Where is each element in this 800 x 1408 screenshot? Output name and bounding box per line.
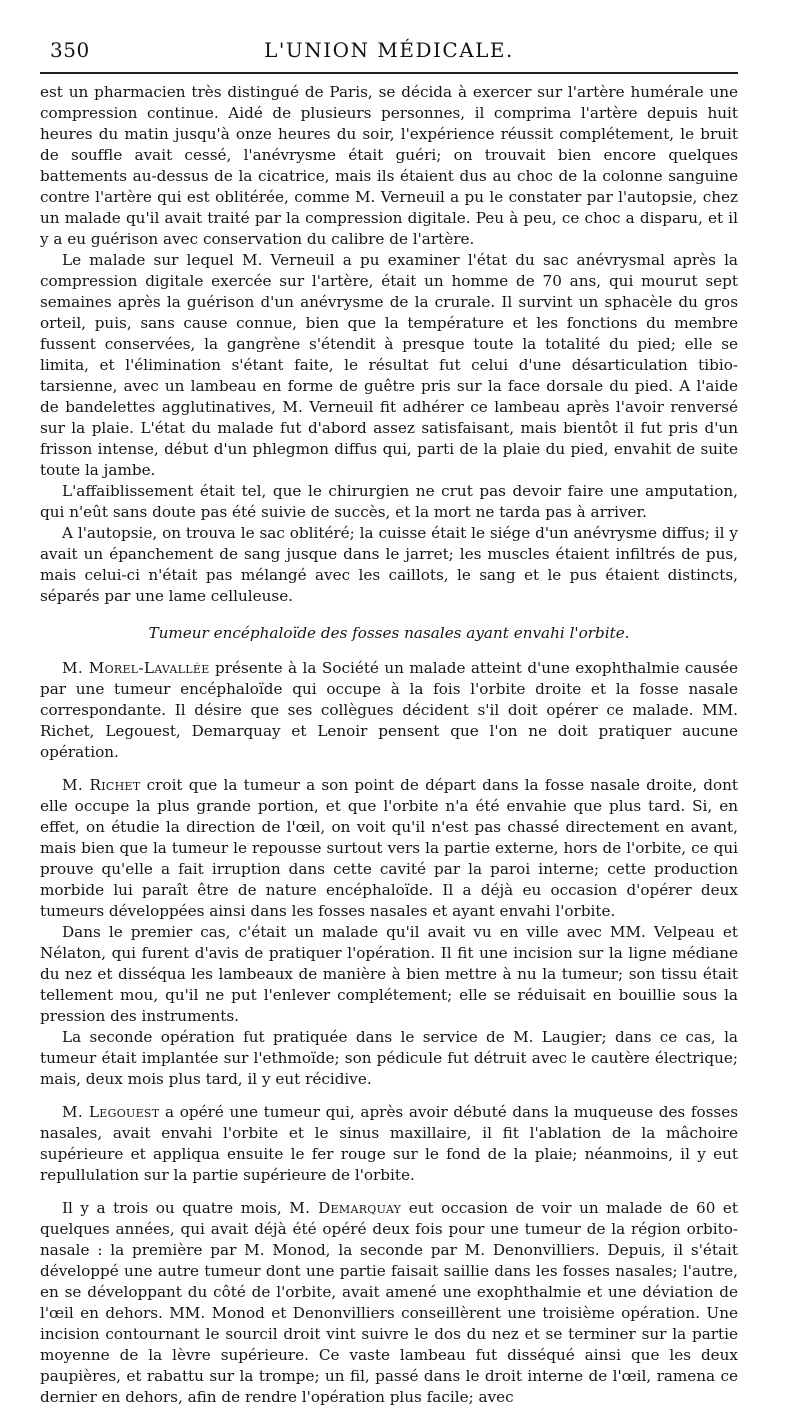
running-title: L'UNION MÉDICALE. <box>264 38 514 62</box>
paragraph-gap <box>40 1186 738 1198</box>
paragraph-affaiblissement: L'affaiblissement était tel, que le chirurgien ne crut pas devoir faire une amputation, qui n'eût sans doute pas été suivie de succès, et la mort ne tarda pas à arriver. <box>40 482 738 521</box>
speaker-legouest: M. Legouest <box>62 1103 160 1121</box>
paragraph-morel-lavallee <box>40 658 738 763</box>
article-body <box>40 82 738 1408</box>
paragraph-legouest <box>40 1102 738 1186</box>
paragraph-richet <box>40 775 738 922</box>
page-header <box>40 30 738 64</box>
speaker-morel-lavallee: M. Morel-Lavallée <box>62 659 210 677</box>
paragraph-demarquay-intro: Il y a trois ou quatre mois, <box>62 1199 290 1217</box>
paragraph-premier-cas: Dans le premier cas, c'était un malade qu'il avait vu en ville avec MM. Velpeau et Nélaton, qui furent d'avis de pratiquer l'opération. Il fit une incision sur la ligne médiane du nez et disséqua les lambeaux de manière à bien mettre à nu la tumeur; son tissu était tellement mou, qu'il ne put l'enlever complétement; elle se réduisait en bouillie sous la pression des instruments. <box>40 923 738 1025</box>
paragraph-demarquay <box>40 1198 738 1408</box>
page <box>40 30 738 1408</box>
paragraph-seconde-operation: La seconde opération fut pratiquée dans le service de M. Laugier; dans ce cas, la tumeur était implantée sur l'ethmoïde; son pédicule fut détruit avec le cautère électrique; mais, deux mois plus tard, il y eut récidive. <box>40 1028 738 1088</box>
paragraph-continuation: est un pharmacien très distingué de Paris, se décida à exercer sur l'artère humérale une compression continue. Aidé de plusieurs personnes, il comprima l'artère depuis huit heures du matin jusqu'à onze heures du soir, l'expérience réussit complétement, le bruit de souffle avait cessé, l'anévrysme était guéri; on trouvait bien encore quelques battements au-dessus de la cicatrice, mais ils étaient dus au choc de la colonne sanguine contre l'artère qui est oblitérée, comme M. Verneuil a pu le constater par l'autopsie, chez un malade qu'il avait traité par la compression digitale. Peu à peu, ce choc a disparu, et il y a eu guérison avec conservation du calibre de l'artère. <box>40 83 738 248</box>
speaker-richet: M. Richet <box>62 776 141 794</box>
paragraph-legouest-text: a opéré une tumeur qui, après avoir débuté dans la muqueuse des fosses nasales, avait envahi l'orbite et le sinus maxillaire, il fit l'ablation de la mâchoire supérieure et appliqua ensuite le fer rouge sur le fond de la plaie; néanmoins, il y eut repullulation sur la partie supérieure de l'orbite. <box>40 1103 738 1184</box>
paragraph-gap <box>40 763 738 775</box>
paragraph-richet-text: croit que la tumeur a son point de départ dans la fosse nasale droite, dont elle occupe la plus grande portion, et que l'orbite n'a été envahie que plus tard. Si, en effet, on étudie la direction de l'œil, on voit qu'il n'est pas chassé directement en avant, mais bien que la tumeur le repousse surtout vers la partie externe, hors de l'orbite, ce qui prouve qu'elle a fait irruption dans cette cavité par la paroi interne; cette production morbide lui paraît être de nature encéphaloïde. Il a déjà eu occasion d'opérer deux tumeurs développées ainsi dans les fosses nasales et ayant envahi l'orbite. <box>40 776 739 920</box>
paragraph-autopsie: A l'autopsie, on trouva le sac oblitéré; la cuisse était le siége d'un anévrysme diffus; il y avait un épanchement de sang jusque dans le jarret; les muscles étaient infiltrés de pus, mais celui-ci n'était pas mélangé avec les caillots, le sang et le pus étaient distincts, séparés par une lame celluleuse. <box>40 524 738 605</box>
paragraph-morel-text: présente à la Société un malade atteint d'une exophthalmie causée par une tumeur encéphaloïde qui occupe à la fois l'orbite droite et la fosse nasale correspondante. Il désire que ses collègues décident s'il doit opérer ce malade. MM. Richet, Legouest, Demarquay et Lenoir pensent que l'on ne doit pratiquer aucune opération. <box>40 659 739 761</box>
header-rule <box>40 72 738 74</box>
page-number: 350 <box>50 38 90 62</box>
speaker-demarquay: M. Demarquay <box>289 1199 402 1217</box>
paragraph-verneuil-case: Le malade sur lequel M. Verneuil a pu examiner l'état du sac anévrysmal après la compression digitale exercée sur l'artère, était un homme de 70 ans, qui mourut sept semaines après la guérison d'un anévrysme de la crurale. Il survint un sphacèle du gros orteil, puis, sans cause connue, bien que la température et les fonctions du membre fussent conservées, la gangrène s'étendit à presque toute la totalité du pied; elle se limita, et l'élimination s'étant faite, le résultat fut celui d'une désarticulation tibio-tarsienne, avec un lambeau en forme de guêtre pris sur la face dorsale du pied. A l'aide de bandelettes agglutinatives, M. Verneuil fit adhérer ce lambeau après l'avoir renversé sur la plaie. L'état du malade fut d'abord assez satisfaisant, mais bientôt il fut pris d'un frisson intense, début d'un phlegmon diffus qui, parti de la plaie du pied, envahit de suite toute la jambe. <box>40 251 738 479</box>
paragraph-demarquay-text: eut occasion de voir un malade de 60 et quelques années, qui avait déjà été opéré deux fois pour une tumeur de la région orbito-nasale : la première par M. Monod, la seconde par M. Denonvilliers. Depuis, il s'était développé une autre tumeur dont une partie faisait saillie dans les fosses nasales; l'autre, en se développant du côté de l'orbite, avait amené une exophthalmie et une déviation de l'œil en dehors. MM. Monod et Denonvilliers conseillèrent une troisième opération. Une incision contournant le sourcil droit vint suivre le dos du nez et se terminer sur la partie moyenne de la lèvre supérieure. Ce vaste lambeau fut disséqué ainsi que les deux paupières, et rabattu sur la trompe; un fil, passé dans le droit interne de l'œil, ramena ce dernier en dehors, afin de rendre l'opération plus facile; avec <box>40 1199 738 1406</box>
section-title: Tumeur encéphaloïde des fosses nasales ayant envahi l'orbite. <box>148 624 630 642</box>
paragraph-gap <box>40 1090 738 1102</box>
